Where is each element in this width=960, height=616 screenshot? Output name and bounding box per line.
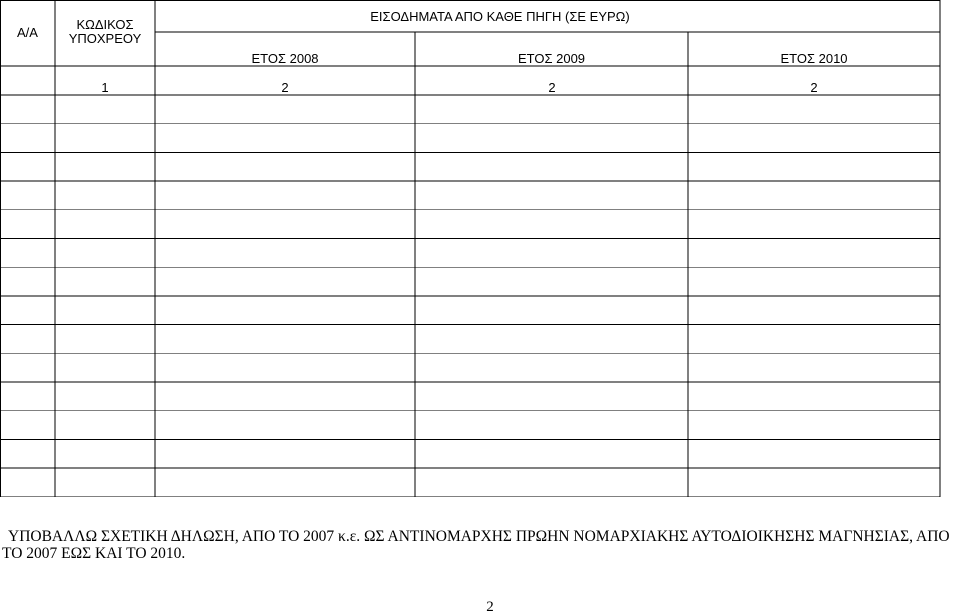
obligor-code-line1: ΚΩΔΙΚΟΣ [76,17,134,32]
obligor-code-line2: ΥΠΟΧΡΕΟΥ [68,31,142,46]
declaration-line-2: ΤΟ 2007 ΕΩΣ ΚΑΙ ΤΟ 2010. [2,545,186,562]
page-number: 2 [486,599,494,615]
row-number-header: Α/Α [17,25,38,40]
income-title-header: ΕΙΣΟΔΗΜΑΤΑ ΑΠΟ ΚΑΘΕ ΠΗΓΗ (ΣΕ ΕΥΡΩ) [370,9,630,24]
year-2010-header: ΕΤΟΣ 2010 [780,51,848,66]
column-number-2: 2 [281,80,289,95]
declaration-line-1: ΥΠΟΒΑΛΛΩ ΣΧΕΤΙΚΗ ΔΗΛΩΣΗ, ΑΠΟ ΤΟ 2007 κ.ε. ΩΣ ΑΝΤΙΝΟΜΑΡΧΗΣ ΠΡΩΗΝ ΝΟΜΑΡΧΙΑΚΗΣ ΑΥΤΟΔΙΟΙΚΗΣΗΣ ΜΑΓΝΗΣΙΑΣ, ΑΠΟ [8,528,950,545]
year-2008-header: ΕΤΟΣ 2008 [251,51,319,66]
column-number-4: 2 [810,80,818,95]
column-number-3: 2 [548,80,556,95]
year-2009-header: ΕΤΟΣ 2009 [517,51,586,66]
column-number-1: 1 [101,80,109,95]
obligor-code-header [55,18,155,46]
declaration-text [2,528,960,562]
